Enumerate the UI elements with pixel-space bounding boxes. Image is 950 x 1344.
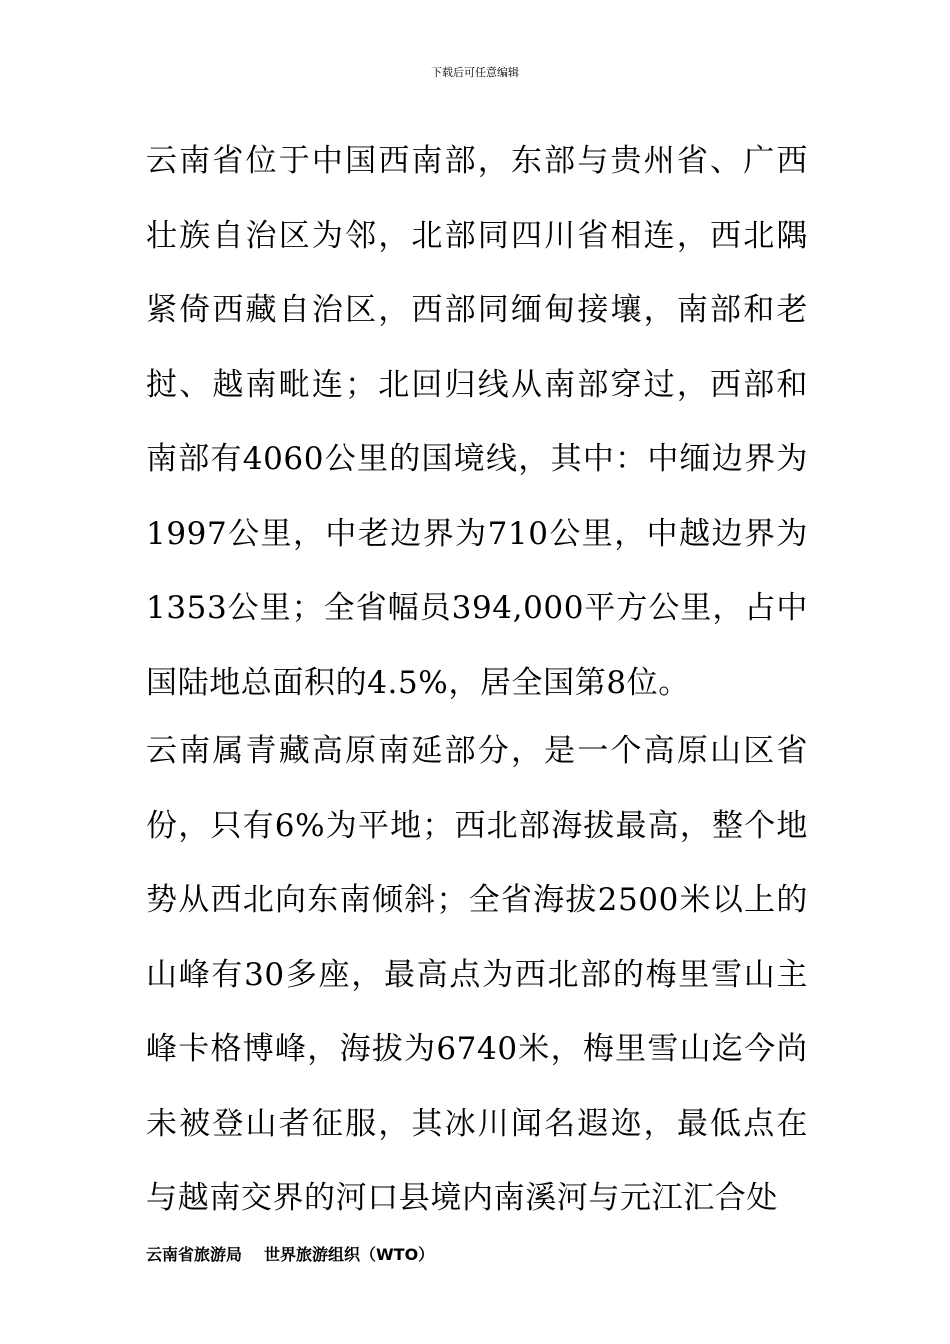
paragraph-location: 云南省位于中国西南部，东部与贵州省、广西壮族自治区为邻，北部同四川省相连，西北隅紧倚西藏自治区，西部同缅甸接壤，南部和老挝、越南毗连；北回归线从南部穿过，西部和南部有4060公里的国境线，其中：中缅边界为1997公里，中老边界为710公里，中越边界为1353公里；全省幅员394,000平方公里，占中国陆地总面积的4.5%，居全国第8位。 xyxy=(146,143,808,701)
page-header: 下载后可任意编辑 xyxy=(431,66,519,79)
footer-wto: 世界旅游组织（WTO） xyxy=(264,1245,435,1264)
paragraph-terrain: 云南属青藏高原南延部分，是一个高原山区省份，只有6%为平地；西北部海拔最高，整个地势从西北向东南倾斜；全省海拔2500米以上的山峰有30多座，最高点为西北部的梅里雪山主峰卡格博峰，海拔为6740米，梅里雪山迄今尚未被登山者征服，其冰川闻名遐迩，最低点在与越南交界的河口县境内南溪河与元江汇合处 xyxy=(146,733,808,1216)
footer-tourism-bureau: 云南省旅游局 xyxy=(146,1245,243,1264)
body-text xyxy=(146,124,808,1236)
page-footer xyxy=(146,1245,434,1265)
